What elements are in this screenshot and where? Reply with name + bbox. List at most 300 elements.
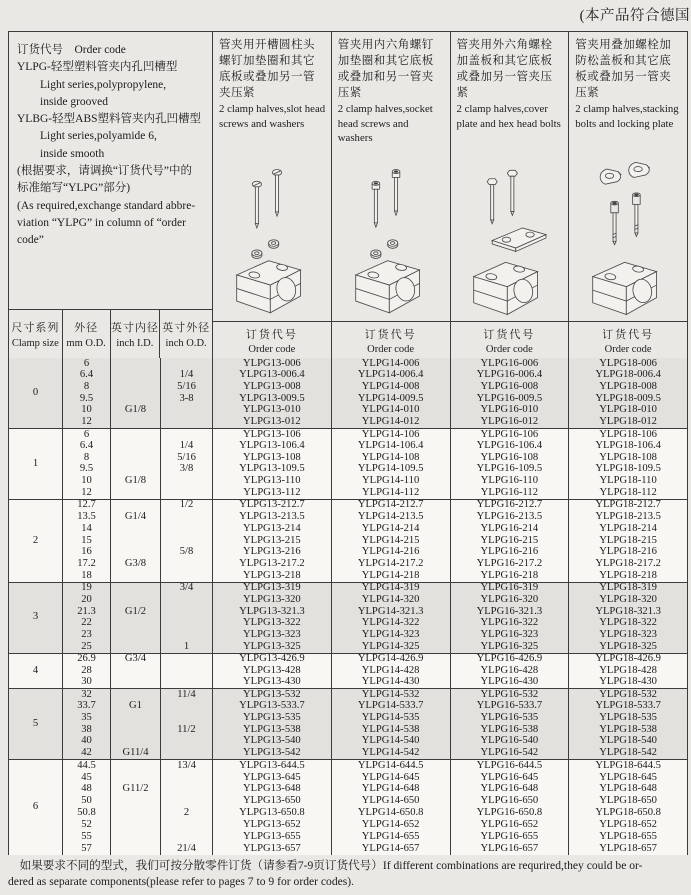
order-code-cell-value: YLPG18-010 [599,404,657,416]
mm-od-cell-value: 44.5 [77,760,96,771]
product-description-cell [451,32,569,322]
order-code-cell-value: YLPG14-535 [361,712,420,724]
order-code-cell-value: YLPG18-320 [599,593,657,605]
order-code-cell-value: YLPG13-655 [243,830,301,842]
inch-od-cell-value: 3-8 [179,392,194,404]
order-code-cell-value: YLPG18-648 [599,783,657,795]
order-code-cell-value: YLPG18-008 [599,380,657,392]
order-code-cell-value: YLPG16-215 [480,534,539,546]
order-code-header-en: Order code [367,343,415,355]
mm-od-cell-value: 9.5 [79,392,94,404]
order-code-cell-value: YLPG13-215 [243,534,301,546]
inch-od-cell-value: 11/4 [177,689,196,700]
order-code-cell-value: YLPG14-216 [361,546,420,558]
inch-id-cell-value [111,665,160,677]
order-code-cell-value: YLPG13-006.4 [239,369,305,381]
inch-id-cell-value: G1/8 [124,475,147,487]
order-code-cell-value: YLPG14-430 [361,676,420,688]
product-description-cell [332,32,450,322]
header-clamp-size-en: Clamp size [11,338,59,349]
mm-od-cell-value: 21.3 [77,605,96,617]
order-code-cell-value: YLPG18-218 [599,569,657,581]
clamp-size-cell-value: 5 [32,717,39,729]
inch-id-cell-value [111,464,160,476]
order-code-cell [332,689,451,759]
order-code-cell [332,429,451,499]
header-inch-od-en: inch O.D. [165,338,207,349]
locking-plate-icon [600,169,621,184]
order-code-cell-value: YLPG18-323 [599,628,657,640]
inch-id-cell-value: G1/2 [124,605,147,617]
order-code-cell-value: YLPG18-535 [599,712,657,724]
slot-screw-icon [272,170,281,217]
order-code-cell-value: YLPG16-644.5 [476,760,543,771]
order-code-cell [451,429,570,499]
order-code-cell-value: YLPG16-319 [480,582,539,594]
order-code-cell-value: YLPG14-112 [361,486,420,498]
order-code-cell-value: YLPG16-542 [480,747,539,759]
order-code-cell-value: YLPG14-321.3 [357,605,424,617]
order-code-cell [569,583,687,653]
order-code-cell [569,358,687,428]
inch-id-cell [111,500,161,582]
mm-od-cell-value: 52 [81,818,92,830]
order-code-cell-value: YLPG13-532 [243,689,301,700]
order-code-cell-value: YLPG14-106 [361,428,420,440]
socket-head-screws-clamp-illustration [332,146,450,322]
order-code-cell-value: YLPG18-109.5 [595,463,661,475]
order-code-cell-value: YLPG14-110 [361,475,420,487]
order-code-cell-value: YLPG14-212.7 [357,499,424,511]
inch-id-cell-value [111,796,160,808]
order-code-header-en: Order code [485,343,533,355]
product-desc-cn: 管夹用内六角螺钉加垫圈和其它底板或叠加和另一管夹压紧 [337,39,434,99]
order-code-cell-value: YLPG16-426.9 [476,653,543,665]
order-code-cell [451,654,570,688]
order-code-cell-value: YLPG18-106 [599,428,657,440]
clamp-size-cell [9,583,63,653]
inch-od-cell-value: 2 [183,807,190,819]
order-code-cell [213,358,332,428]
order-code-cell-value: YLPG16-112 [480,486,539,498]
header-inch-id [111,310,161,358]
main-table [8,31,688,855]
inch-id-cell-value [111,452,160,464]
inch-od-cell-value [161,570,212,582]
order-code-cell [213,760,332,855]
description-line: Light series,polypropylene, [17,78,167,91]
order-code-cell-value: YLPG16-325 [480,640,539,652]
order-code-header-cn: 订货代号 [602,328,655,341]
order-code-cell-value: YLPG18-428 [599,664,657,676]
order-code-cell-value: YLPG18-322 [599,617,657,629]
order-code-cell-value: YLPG14-217.2 [357,557,424,569]
description-line: YLPG-轻型塑料管夹内孔凹槽型 [17,61,178,74]
mm-od-cell-value: 28 [81,664,92,676]
clamp-size-cell [9,654,63,688]
inch-id-cell-value [111,487,160,499]
order-code-header-cn: 订货代号 [364,328,417,341]
order-code-cell-value: YLPG18-532 [599,689,657,700]
order-code-cell-value: YLPG18-533.7 [595,700,661,712]
mm-od-cell-value: 55 [81,830,92,842]
inch-od-cell-value: 3/8 [179,463,194,475]
locking-plate-icon [629,162,650,177]
inch-id-cell-value: G11/4 [122,747,149,759]
inch-id-cell-value [111,724,160,736]
order-code-header-en: Order code [248,343,296,355]
order-code-cell-value: YLPG13-652 [243,818,301,830]
mm-od-cell-value: 33.7 [77,700,96,712]
order-code-cell-value: YLPG16-650.8 [476,807,543,819]
order-code-cell [569,500,687,582]
order-code-cell-value: YLPG13-321.3 [239,605,305,617]
mm-od-cell-value: 35 [81,712,92,724]
inch-id-cell-value [111,583,160,595]
inch-od-cell-value [161,677,212,688]
order-code-cell-value: YLPG18-212.7 [595,499,661,511]
order-code-cell-value: YLPG13-648 [243,783,301,795]
order-code-cell-value: YLPG14-650.8 [357,807,424,819]
washer-icon [252,250,262,258]
mm-od-cell-value: 26.9 [77,653,96,665]
order-code-cell-value: YLPG16-320 [480,593,539,605]
order-code-cell-value: YLPG18-009.5 [595,392,661,404]
inch-od-cell-value [161,784,212,796]
size-group-5 [9,689,687,760]
order-code-info-column [9,32,213,358]
order-code-cell-value: YLPG13-319 [243,582,301,594]
inch-id-cell [111,429,161,499]
order-code-cell-value: YLPG16-008 [480,380,539,392]
order-code-cell-value: YLPG13-657 [243,842,301,854]
inch-od-cell [161,583,213,653]
mm-od-cell-value: 13.5 [77,511,96,523]
product-column-slot-screws [213,32,331,358]
hex-bolt-icon [508,170,518,215]
order-code-cell-value: YLPG16-212.7 [476,499,543,511]
inch-id-cell [111,583,161,653]
header-inch-id-cn: 英寸内径 [110,322,159,334]
inch-id-cell-value [111,370,160,382]
mm-od-cell [63,429,111,499]
inch-id-cell-value [111,618,160,630]
order-code-header [451,322,569,358]
order-code-cell-value: YLPG16-428 [480,664,539,676]
inch-od-cell-value [161,512,212,524]
product-column-stacking-bolts [568,32,687,358]
order-code-cell-value: YLPG13-110 [243,475,301,487]
clamp-size-cell [9,500,63,582]
footer-line: dered as separate components(please refer to pages 7 to 9 for order codes). [8,875,355,888]
clamp-size-cell-value: 4 [32,664,39,676]
order-code-cell-value: YLPG13-109.5 [239,463,305,475]
inch-id-cell-value [111,689,160,701]
description-line: code” [17,234,44,247]
order-code-cell-value: YLPG16-321.3 [476,605,543,617]
order-code-cell-value: YLPG13-009.5 [239,392,305,404]
inch-id-cell [111,689,161,759]
order-code-cell-value: YLPG13-428 [243,664,301,676]
mm-od-cell-value: 45 [81,771,92,783]
slot-head-screws-clamp-illustration [213,131,331,321]
header-mm-od [63,310,111,358]
stacking-bolts-locking-plate-clamp-illustration [569,131,687,321]
order-code-cell-value: YLPG14-325 [361,640,420,652]
order-code-cell-value: YLPG18-645 [599,771,657,783]
header-mm-od-en: mm O.D. [66,338,106,349]
order-code-cell-value: YLPG14-006.4 [357,369,424,381]
inch-od-cell-value [161,416,212,428]
inch-id-cell-value [111,570,160,582]
mm-od-cell [63,358,111,428]
mm-od-cell-value: 6.4 [79,440,94,452]
order-code-cell-value: YLPG14-215 [361,534,420,546]
order-code-cell-value: YLPG14-320 [361,593,420,605]
order-code-cell-value: YLPG18-106.4 [595,440,661,452]
inch-od-cell-value [161,665,212,677]
order-code-cell-value: YLPG13-325 [243,640,301,652]
mm-od-cell-value: 6 [83,428,90,440]
order-code-cell-value: YLPG14-648 [361,783,420,795]
mm-od-cell [63,654,111,688]
mm-od-cell-value: 32 [81,689,92,700]
order-code-cell-value: YLPG16-006 [480,358,539,369]
description-line: viation “YLPG” in column of “order [17,216,186,229]
order-code-cell-value: YLPG16-645 [480,771,539,783]
mm-od-cell-value: 12 [81,415,92,427]
order-code-cell-value: YLPG16-650 [480,795,539,807]
header-mm-od-cn: 外径 [74,322,99,334]
order-code-cell-value: YLPG18-108 [599,451,657,463]
order-code-cell-value: YLPG18-112 [599,486,657,498]
order-code-cell-value: YLPG14-655 [361,830,420,842]
product-desc-en: 2 clamp halves,stacking bolts and locking plate [575,103,679,130]
mm-od-cell-value: 42 [81,747,92,759]
order-code-cell [332,500,451,582]
order-code-cell [213,583,332,653]
inch-od-cell-value [161,629,212,641]
product-desc-cn: 管夹用外六角螺栓加盖板和其它底板或叠加另一管夹压紧 [456,39,553,99]
clamp-assembly-drawing-icon [576,159,680,317]
mm-od-cell-value: 48 [81,783,92,795]
footer-note [8,858,686,890]
clamp-size-cell-value: 0 [32,386,39,398]
order-code-cell-value: YLPG18-657 [599,842,657,854]
inch-id-cell-value [111,523,160,535]
inch-od-cell-value [161,405,212,417]
inch-id-cell-value [111,713,160,725]
order-code-cell-value: YLPG16-648 [480,783,539,795]
order-code-cell-value: YLPG16-533.7 [476,700,543,712]
inch-id-cell-value [111,429,160,441]
clamp-assembly-drawing-icon [220,159,324,317]
size-group-1 [9,429,687,500]
order-code-cell-value: YLPG13-535 [243,712,301,724]
mm-od-cell-value: 10 [81,404,92,416]
inch-id-cell-value [111,843,160,855]
order-code-cell-value: YLPG13-213.5 [239,511,305,523]
mm-od-cell-value: 17.2 [77,557,96,569]
inch-id-cell-value: G3/4 [124,653,147,665]
inch-id-cell-value [111,416,160,428]
mm-od-cell-value: 57 [81,842,92,854]
inch-id-cell-value: G11/2 [122,783,149,795]
inch-id-cell-value [111,535,160,547]
inch-id-cell-value [111,760,160,772]
clamp-size-cell-value: 2 [32,534,39,546]
slot-screw-icon [252,181,261,228]
inch-od-cell [161,429,213,499]
order-code-cell-value: YLPG13-214 [243,522,301,534]
order-code-cell-value: YLPG18-319 [599,582,657,594]
order-code-cell-value: YLPG13-645 [243,771,301,783]
order-code-cell-value: YLPG14-106.4 [357,440,424,452]
footer-line: 如果要求不同的型式，我们可按分散零件订货（请参看7-9页订货代号）If different combinations are requrired,they could be or- [8,859,643,872]
clamp-assembly-drawing-icon [339,159,443,317]
order-code-cell-value: YLPG13-322 [243,617,301,629]
order-code-cell-value: YLPG16-535 [480,712,539,724]
order-code-cell-value: YLPG14-108 [361,451,420,463]
order-code-cell [451,358,570,428]
order-code-cell-value: YLPG18-652 [599,818,657,830]
inch-id-cell-value [111,358,160,370]
order-code-cell-value: YLPG14-540 [361,735,420,747]
size-group-3 [9,583,687,654]
product-description-cell [213,32,331,322]
size-group-0 [9,358,687,429]
order-code-cell-value: YLPG16-532 [480,689,539,700]
size-group-4 [9,654,687,689]
inch-od-cell [161,500,213,582]
description-line: inside grooved [17,95,109,108]
inch-od-cell-value [161,796,212,808]
inch-od-cell-value: 11/2 [177,723,196,735]
order-code-cell-value: YLPG18-214 [599,522,657,534]
socket-screw-icon [392,170,400,216]
cover-plate-icon [493,228,547,252]
inch-id-cell-value [111,819,160,831]
order-code-header-cn: 订货代号 [245,328,298,341]
order-code-cell-value: YLPG18-650 [599,795,657,807]
mm-od-cell-value: 50 [81,795,92,807]
order-code-cell-value: YLPG14-323 [361,628,420,640]
order-code-cell [569,760,687,855]
order-code-cell-value: YLPG16-106 [480,428,539,440]
clamp-block-icon [593,262,657,314]
inch-od-cell-value [161,606,212,618]
order-code-cell-value: YLPG13-542 [243,747,301,759]
order-code-cell-value: YLPG14-109.5 [357,463,424,475]
mm-od-cell [63,583,111,653]
order-code-cell-value: YLPG16-216 [480,546,539,558]
mm-od-cell-value: 6.4 [79,369,94,381]
order-code-cell [213,654,332,688]
hex-bolt-icon [488,179,498,224]
order-code-cell-value: YLPG18-650.8 [595,807,661,819]
order-code-header-en: Order code [604,343,652,355]
description-line: 订货代号 Order code [17,44,126,56]
order-code-cell-value: YLPG14-644.5 [357,760,424,771]
order-code-cell-value: YLPG16-430 [480,676,539,688]
product-desc-en: 2 clamp halves,slot head screws and washers [219,103,326,130]
order-code-cell-value: YLPG13-212.7 [239,499,305,511]
washer-icon [370,250,380,258]
order-code-cell [451,500,570,582]
inch-od-cell-value [161,523,212,535]
order-code-cell-value: YLPG16-213.5 [476,511,543,523]
order-code-cell-value: YLPG14-010 [361,404,420,416]
order-code-cell-value: YLPG14-214 [361,522,420,534]
order-code-header [569,322,687,358]
mm-od-cell-value: 15 [81,534,92,546]
order-code-cell-value: YLPG14-006 [361,358,420,369]
inch-id-cell-value: G1/8 [124,404,147,416]
order-code-cell-value: YLPG18-321.3 [595,605,661,617]
clamp-size-cell [9,358,63,428]
product-desc-en: 2 clamp halves,socket head screws and washers [337,103,433,144]
order-code-cell-value: YLPG14-652 [361,818,420,830]
inch-od-cell [161,689,213,759]
clamp-size-cell [9,689,63,759]
product-desc-en: 2 clamp halves,cover plate and hex head bolts [456,103,561,130]
inch-od-cell-value: 13/4 [177,760,196,771]
order-code-cell-value: YLPG16-106.4 [476,440,543,452]
clamp-block-icon [474,262,538,314]
order-code-header [332,322,450,358]
inch-id-cell [111,760,161,855]
order-code-cell-value: YLPG14-657 [361,842,420,854]
order-code-cell [332,654,451,688]
order-code-cell-value: YLPG16-009.5 [476,392,543,404]
order-code-cell-value: YLPG13-217.2 [239,557,305,569]
order-code-cell-value: YLPG18-542 [599,747,657,759]
order-code-cell-value: YLPG13-323 [243,628,301,640]
order-code-cell-value: YLPG16-012 [480,415,539,427]
order-code-cell-value: YLPG16-006.4 [476,369,543,381]
order-code-cell-value: YLPG18-213.5 [595,511,661,523]
order-code-cell-value: YLPG16-657 [480,842,539,854]
header-clamp-size-cn: 尺寸系列 [11,322,60,334]
order-code-cell-value: YLPG16-652 [480,818,539,830]
order-code-cell-value: YLPG16-323 [480,628,539,640]
inch-od-cell [161,358,213,428]
clamp-size-cell-value: 1 [32,457,39,469]
inch-id-cell-value [111,500,160,512]
inch-od-cell-value: 1/4 [179,369,194,381]
order-code-cell-value: YLPG14-650 [361,795,420,807]
mm-od-cell-value: 23 [81,628,92,640]
inch-od-cell-value: 5/16 [177,451,196,463]
header-inch-id-en: inch I.D. [116,338,154,349]
inch-id-cell-value: G3/8 [124,557,147,569]
order-code-cell-value: YLPG14-426.9 [357,653,424,665]
description-line: Light series,polyamide 6, [17,130,157,143]
header-clamp-size [9,310,63,358]
product-column-hex-bolts-cover-plate [450,32,569,358]
inch-od-cell-value [161,701,212,713]
order-code-cell-value: YLPG14-012 [361,415,420,427]
order-code-cell-value: YLPG16-655 [480,830,539,842]
inch-od-cell-value [161,487,212,499]
order-code-cell [569,654,687,688]
order-code-cell-value: YLPG18-110 [599,475,657,487]
order-code-cell [451,760,570,855]
order-code-cell-value: YLPG13-430 [243,676,301,688]
order-code-cell-value: YLPG18-655 [599,830,657,842]
inch-id-cell-value: G1 [129,700,142,712]
order-code-cell-value: YLPG16-109.5 [476,463,543,475]
